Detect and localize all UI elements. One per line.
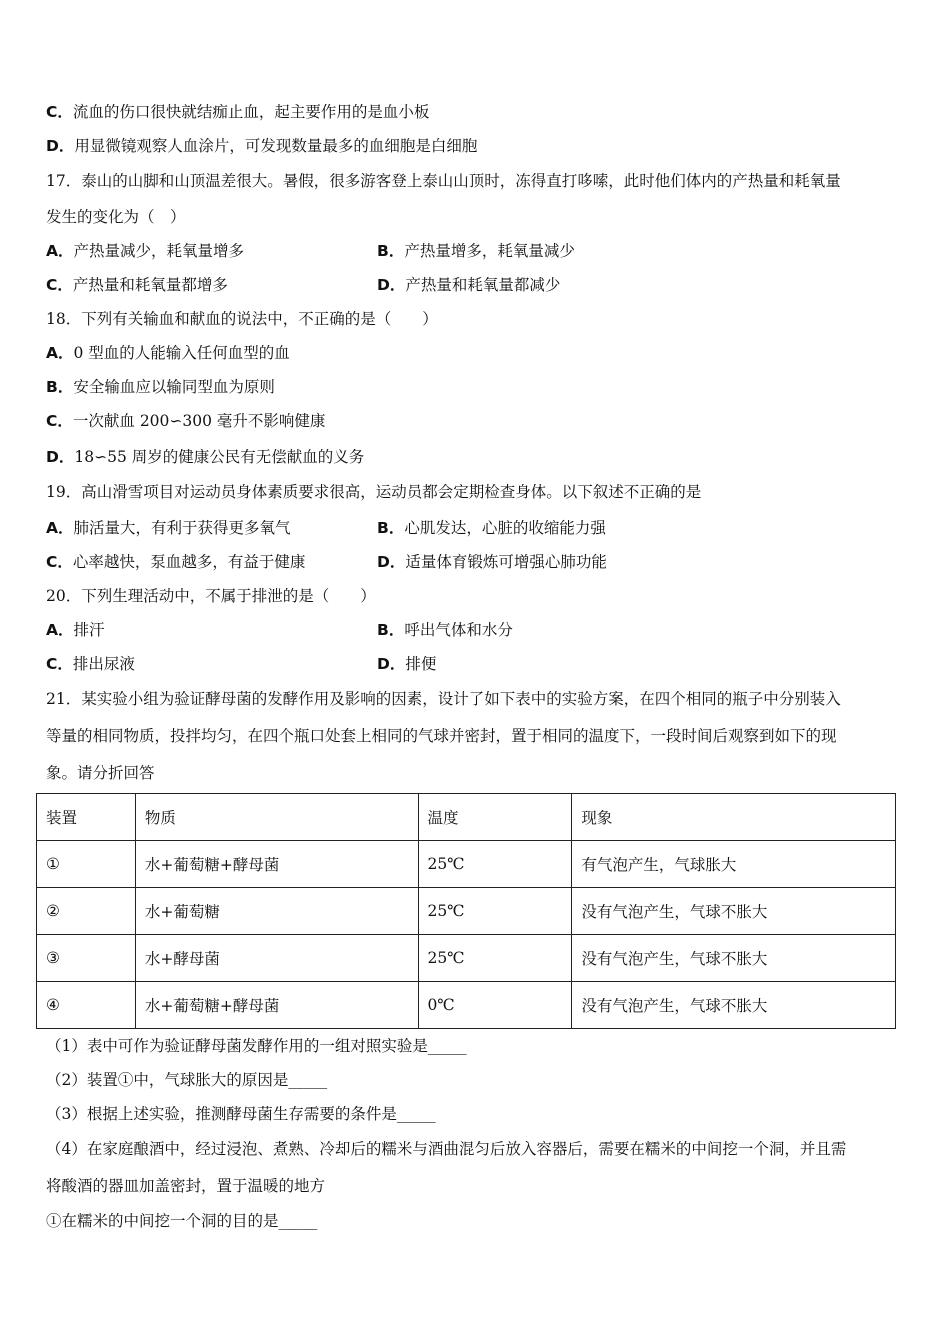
option-label: D．	[377, 553, 406, 571]
table-cell: 水+葡萄糖	[135, 888, 418, 935]
q17-option-b	[377, 241, 575, 261]
table-cell: ④	[37, 982, 136, 1029]
table-cell: 没有气泡产生，气球不胀大	[572, 935, 896, 982]
q19-option-b	[377, 518, 606, 538]
option-text: 用显微镜观察人血涂片，可发现数量最多的血细胞是白细胞	[74, 137, 478, 155]
q19-option-d	[377, 552, 607, 572]
q16-option-d	[46, 136, 477, 156]
option-label: B．	[377, 519, 405, 537]
table-cell: ②	[37, 888, 136, 935]
q18-option-a	[46, 343, 290, 363]
option-text: 0 型血的人能输入任何血型的血	[73, 344, 290, 362]
q20-option-c	[46, 654, 135, 674]
option-label: D．	[377, 655, 406, 673]
table-cell: 水+酵母菌	[135, 935, 418, 982]
q17-option-c	[46, 275, 228, 295]
q19-option-c	[46, 552, 305, 572]
table-cell: 25℃	[418, 935, 572, 982]
q20-stem: 20．下列生理活动中，不属于排泄的是（ ）	[46, 587, 376, 605]
table-cell: 没有气泡产生，气球不胀大	[572, 888, 896, 935]
q21-sub-question-4-line-1: （4）在家庭酿酒中，经过浸泡、煮熟、冷却后的糯米与酒曲混匀后放入容器后，需要在糯米的中间挖一个洞，并且需	[46, 1140, 847, 1158]
table-cell: 水+葡萄糖+酵母菌	[135, 982, 418, 1029]
q21-stem-line-2: 等量的相同物质，投拌均匀，在四个瓶口处套上相同的气球并密封，置于相同的温度下，一段时间后观察到如下的现	[46, 727, 837, 745]
q19-stem: 19．高山滑雪项目对运动员身体素质要求很高，运动员都会定期检查身体。以下叙述不正确的是	[46, 483, 702, 501]
option-label: D．	[377, 276, 406, 294]
option-label: A．	[46, 344, 74, 362]
q21-sub-question-4-line-2: 将酸酒的器皿加盖密封，置于温暖的地方	[46, 1177, 326, 1195]
table-cell: ①	[37, 841, 136, 888]
table-cell: 水+葡萄糖+酵母菌	[135, 841, 418, 888]
q20-option-b	[377, 620, 513, 640]
option-label: B．	[377, 242, 405, 260]
option-text: 心肌发达，心脏的收缩能力强	[404, 519, 606, 537]
q18-option-b	[46, 377, 275, 397]
option-label: A．	[46, 519, 74, 537]
option-text: 产热量和耗氧量都减少	[405, 276, 561, 294]
q21-stem-line-1: 21．某实验小组为验证酵母菌的发酵作用及影响的因素，设计了如下表中的实验方案，在四个相同的瓶子中分别装入	[46, 690, 841, 708]
experiment-table	[36, 793, 896, 1029]
q18-option-c	[46, 411, 325, 431]
option-label: D．	[46, 137, 75, 155]
option-text: 流血的伤口很快就结痂止血，起主要作用的是血小板	[72, 103, 430, 121]
table-cell: 没有气泡产生，气球不胀大	[572, 982, 896, 1029]
option-text: 呼出气体和水分	[404, 621, 513, 639]
q21-sub-question-3: （3）根据上述实验，推测酵母菌生存需要的条件是_____	[46, 1105, 436, 1123]
option-text: 排出尿液	[72, 655, 135, 673]
option-label: D．	[46, 448, 75, 466]
option-label: C．	[46, 655, 73, 673]
table-row	[37, 935, 896, 982]
q17-option-a	[46, 241, 244, 261]
option-text: 产热量和耗氧量都增多	[72, 276, 228, 294]
option-label: C．	[46, 103, 73, 121]
q16-option-c	[46, 102, 429, 122]
table-row	[37, 982, 896, 1029]
q18-stem: 18．下列有关输血和献血的说法中，不正确的是（ ）	[46, 310, 438, 328]
q19-option-a	[46, 518, 291, 538]
option-text: 适量体育锻炼可增强心肺功能	[405, 553, 607, 571]
option-label: B．	[46, 378, 74, 396]
table-header-cell: 物质	[135, 794, 418, 841]
q17-option-d	[377, 275, 560, 295]
q20-option-d	[377, 654, 436, 674]
q21-sub-question-4-part-1: ①在糯米的中间挖一个洞的目的是_____	[46, 1212, 318, 1230]
table-header-cell: 温度	[418, 794, 572, 841]
option-text: 排汗	[73, 621, 105, 639]
option-label: A．	[46, 621, 74, 639]
table-header-row	[37, 794, 896, 841]
option-text: 安全输血应以输同型血为原则	[73, 378, 275, 396]
option-text: 一次献血 200∽300 毫升不影响健康	[72, 412, 326, 430]
option-label: C．	[46, 276, 73, 294]
table-header-cell: 现象	[572, 794, 896, 841]
option-text: 产热量减少，耗氧量增多	[73, 242, 245, 260]
table-row	[37, 888, 896, 935]
table-cell: 25℃	[418, 888, 572, 935]
option-label: A．	[46, 242, 74, 260]
table-header-cell: 装置	[37, 794, 136, 841]
option-text: 排便	[405, 655, 437, 673]
table-row	[37, 841, 896, 888]
table-cell: 有气泡产生，气球胀大	[572, 841, 896, 888]
table-cell: 0℃	[418, 982, 572, 1029]
table-cell: ③	[37, 935, 136, 982]
option-label: C．	[46, 553, 73, 571]
option-text: 18∽55 周岁的健康公民有无偿献血的义务	[74, 448, 365, 466]
option-text: 产热量增多，耗氧量减少	[404, 242, 575, 260]
q17-stem-line-2: 发生的变化为（ ）	[46, 208, 186, 226]
q17-stem-line-1: 17．泰山的山脚和山顶温差很大。暑假，很多游客登上泰山山顶时，冻得直打哆嗦，此时他们体内的产热量和耗氧量	[46, 172, 841, 190]
table-cell: 25℃	[418, 841, 572, 888]
option-label: C．	[46, 412, 73, 430]
option-label: B．	[377, 621, 405, 639]
option-text: 心率越快，泵血越多，有益于健康	[72, 553, 306, 571]
q21-sub-question-1: （1）表中可作为验证酵母菌发酵作用的一组对照实验是_____	[46, 1037, 467, 1055]
q18-option-d	[46, 447, 364, 467]
q21-stem-line-3: 象。请分折回答	[46, 764, 155, 782]
q20-option-a	[46, 620, 105, 640]
option-text: 肺活量大，有利于获得更多氧气	[73, 519, 291, 537]
q21-sub-question-2: （2）装置①中，气球胀大的原因是_____	[46, 1071, 328, 1089]
